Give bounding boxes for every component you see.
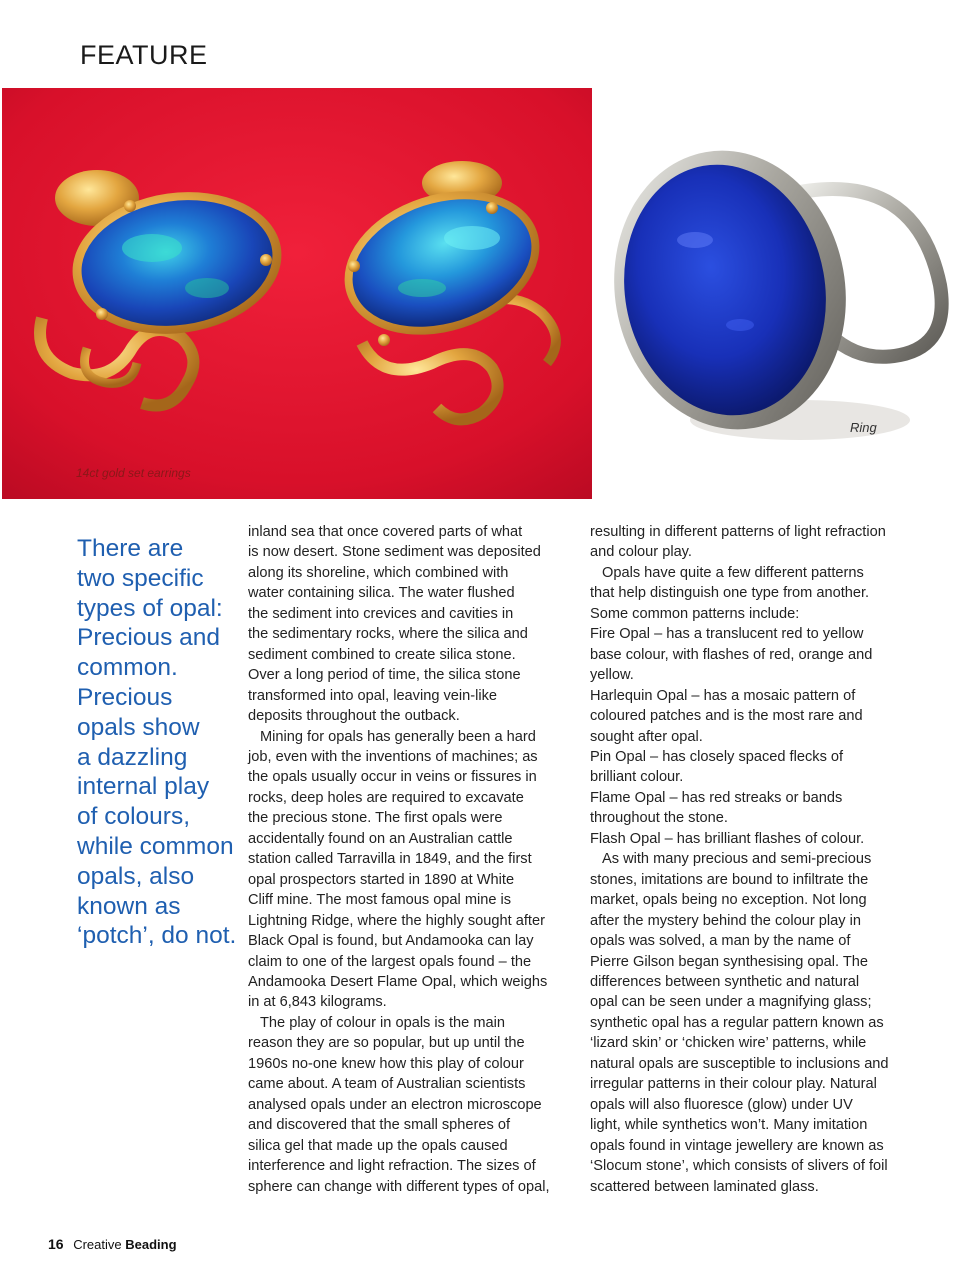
body-line: the sediment into crevices and cavities in (248, 605, 514, 622)
earrings-photo (2, 88, 592, 499)
pull-quote (77, 534, 242, 951)
body-line: ‘lizard skin’ or ‘chicken wire’ patterns, while (590, 1035, 867, 1052)
body-line: came about. A team of Australian scientists (248, 1076, 526, 1093)
pull-quote-line: types of opal: (77, 594, 223, 622)
body-line: Pin Opal – has closely spaced flecks of (590, 748, 844, 765)
body-line: along its shoreline, which combined with (248, 564, 509, 581)
body-line: Black Opal is found, but Andamooka can lay (248, 933, 534, 950)
body-line: irregular patterns in their colour play. Natural (590, 1076, 877, 1093)
body-line: As with many precious and semi-precious (602, 851, 872, 868)
body-line: and colour play. (590, 544, 692, 561)
pull-quote-line: Precious and (77, 624, 221, 652)
body-line: Flash Opal – has brilliant flashes of colour. (590, 830, 865, 847)
pull-quote-line: while common (77, 832, 234, 860)
body-line: Harlequin Opal – has a mosaic pattern of (590, 687, 856, 704)
body-column-2 (590, 522, 915, 1197)
magazine-name-bold: Beading (125, 1237, 177, 1252)
body-line: coloured patches and is the most rare and (590, 708, 863, 725)
pull-quote-line: Precious (77, 683, 173, 711)
body-line: resulting in different patterns of light refraction (590, 524, 886, 540)
body-column-1 (248, 522, 573, 1197)
body-line: synthetic opal has a regular pattern known as (590, 1014, 884, 1031)
body-line: the opals usually occur in veins or fissures in (248, 769, 537, 786)
pull-quote-line: ‘potch’, do not. (77, 922, 237, 950)
pull-quote-line: two specific (77, 564, 204, 592)
body-line: natural opals are susceptible to inclusions and (590, 1055, 889, 1072)
body-line: Flame Opal – has red streaks or bands (590, 789, 843, 806)
body-line: the precious stone. The first opals were (248, 810, 503, 827)
body-line: Fire Opal – has a translucent red to yellow (590, 626, 864, 643)
body-line: Over a long period of time, the silica stone (248, 667, 521, 684)
body-line: is now desert. Stone sediment was deposited (248, 544, 541, 561)
body-line: throughout the stone. (590, 810, 728, 827)
ring-caption: Ring (850, 420, 877, 435)
body-line: in at 6,843 kilograms. (248, 994, 387, 1011)
body-line: analysed opals under an electron microscope (248, 1096, 542, 1113)
body-line: ‘Slocum stone’, which consists of slivers of foil (590, 1158, 888, 1175)
body-line: opal prospectors started in 1890 at White (248, 871, 515, 888)
body-line: opal can be seen under a magnifying glass; (590, 994, 872, 1011)
body-line: station called Tarravilla in 1849, and the first (248, 851, 532, 868)
body-line: brilliant colour. (590, 769, 684, 786)
body-line: silica gel that made up the opals caused (248, 1137, 508, 1154)
body-line: sediment combined to create silica stone. (248, 646, 516, 663)
body-line: Pierre Gilson began synthesising opal. The (590, 953, 868, 970)
pull-quote-line: There are (77, 535, 184, 562)
body-line: scattered between laminated glass. (590, 1178, 819, 1195)
body-line: accidentally found on an Australian cattle (248, 830, 513, 847)
body-line: yellow. (590, 667, 634, 684)
body-line: transformed into opal, leaving vein-like (248, 687, 498, 704)
body-line: inland sea that once covered parts of what (248, 524, 523, 540)
body-line: market, opals being no exception. Not long (590, 892, 867, 909)
body-line: interference and light refraction. The sizes of (248, 1158, 536, 1175)
body-line: claim to one of the largest opals found – the (248, 953, 532, 970)
body-line: sphere can change with different types of opal, (248, 1178, 550, 1195)
body-line: light, while synthetics won’t. Many imitation (590, 1117, 868, 1134)
body-line: and discovered that the small spheres of (248, 1117, 511, 1134)
ring-photo (600, 135, 950, 455)
body-line: that help distinguish one type from another. (590, 585, 870, 602)
body-line: stones, imitations are bound to infiltrate the (590, 871, 869, 888)
body-line: Mining for opals has generally been a hard (260, 728, 536, 745)
pull-quote-line: of colours, (77, 803, 191, 831)
section-label: FEATURE (80, 40, 208, 70)
body-line: The play of colour in opals is the main (260, 1014, 505, 1031)
body-line: differences between synthetic and natural (590, 973, 860, 990)
page-footer (48, 1236, 177, 1252)
pull-quote-line: opals, also (77, 862, 195, 890)
pull-quote-line: known as (77, 892, 181, 920)
body-line: Opals have quite a few different patterns (602, 564, 864, 581)
body-line: 1960s no-one knew how this play of colour (248, 1055, 524, 1072)
body-line: Some common patterns include: (590, 605, 800, 622)
body-line: deposits throughout the outback. (248, 708, 460, 725)
body-line: sought after opal. (590, 728, 703, 745)
body-line: opals found in vintage jewellery are known as (590, 1137, 884, 1154)
body-line: rocks, deep holes are required to excavate (248, 789, 524, 806)
body-line: the sedimentary rocks, where the silica and (248, 626, 528, 643)
pull-quote-line: internal play (77, 773, 210, 801)
magazine-name-regular: Creative (73, 1237, 122, 1252)
earrings-caption: 14ct gold set earrings (76, 466, 191, 480)
body-line: Lightning Ridge, where the highly sought after (248, 912, 545, 929)
body-line: after the mystery behind the colour play in (590, 912, 861, 929)
body-line: Andamooka Desert Flame Opal, which weighs (248, 973, 548, 990)
pull-quote-line: opals show (77, 713, 200, 741)
body-line: Cliff mine. The most famous opal mine is (248, 892, 512, 909)
body-line: opals will also fluoresce (glow) under UV (590, 1096, 853, 1113)
body-line: job, even with the inventions of machines; as (248, 748, 538, 765)
pull-quote-line: common. (77, 654, 178, 682)
body-line: opals was solved, a man by the name of (590, 933, 851, 950)
pull-quote-line: a dazzling (77, 743, 188, 771)
body-line: reason they are so popular, but up until the (248, 1035, 525, 1052)
body-line: base colour, with flashes of red, orange and (590, 646, 873, 663)
body-line: water containing silica. The water flushed (248, 585, 515, 602)
page-number: 16 (48, 1236, 64, 1252)
